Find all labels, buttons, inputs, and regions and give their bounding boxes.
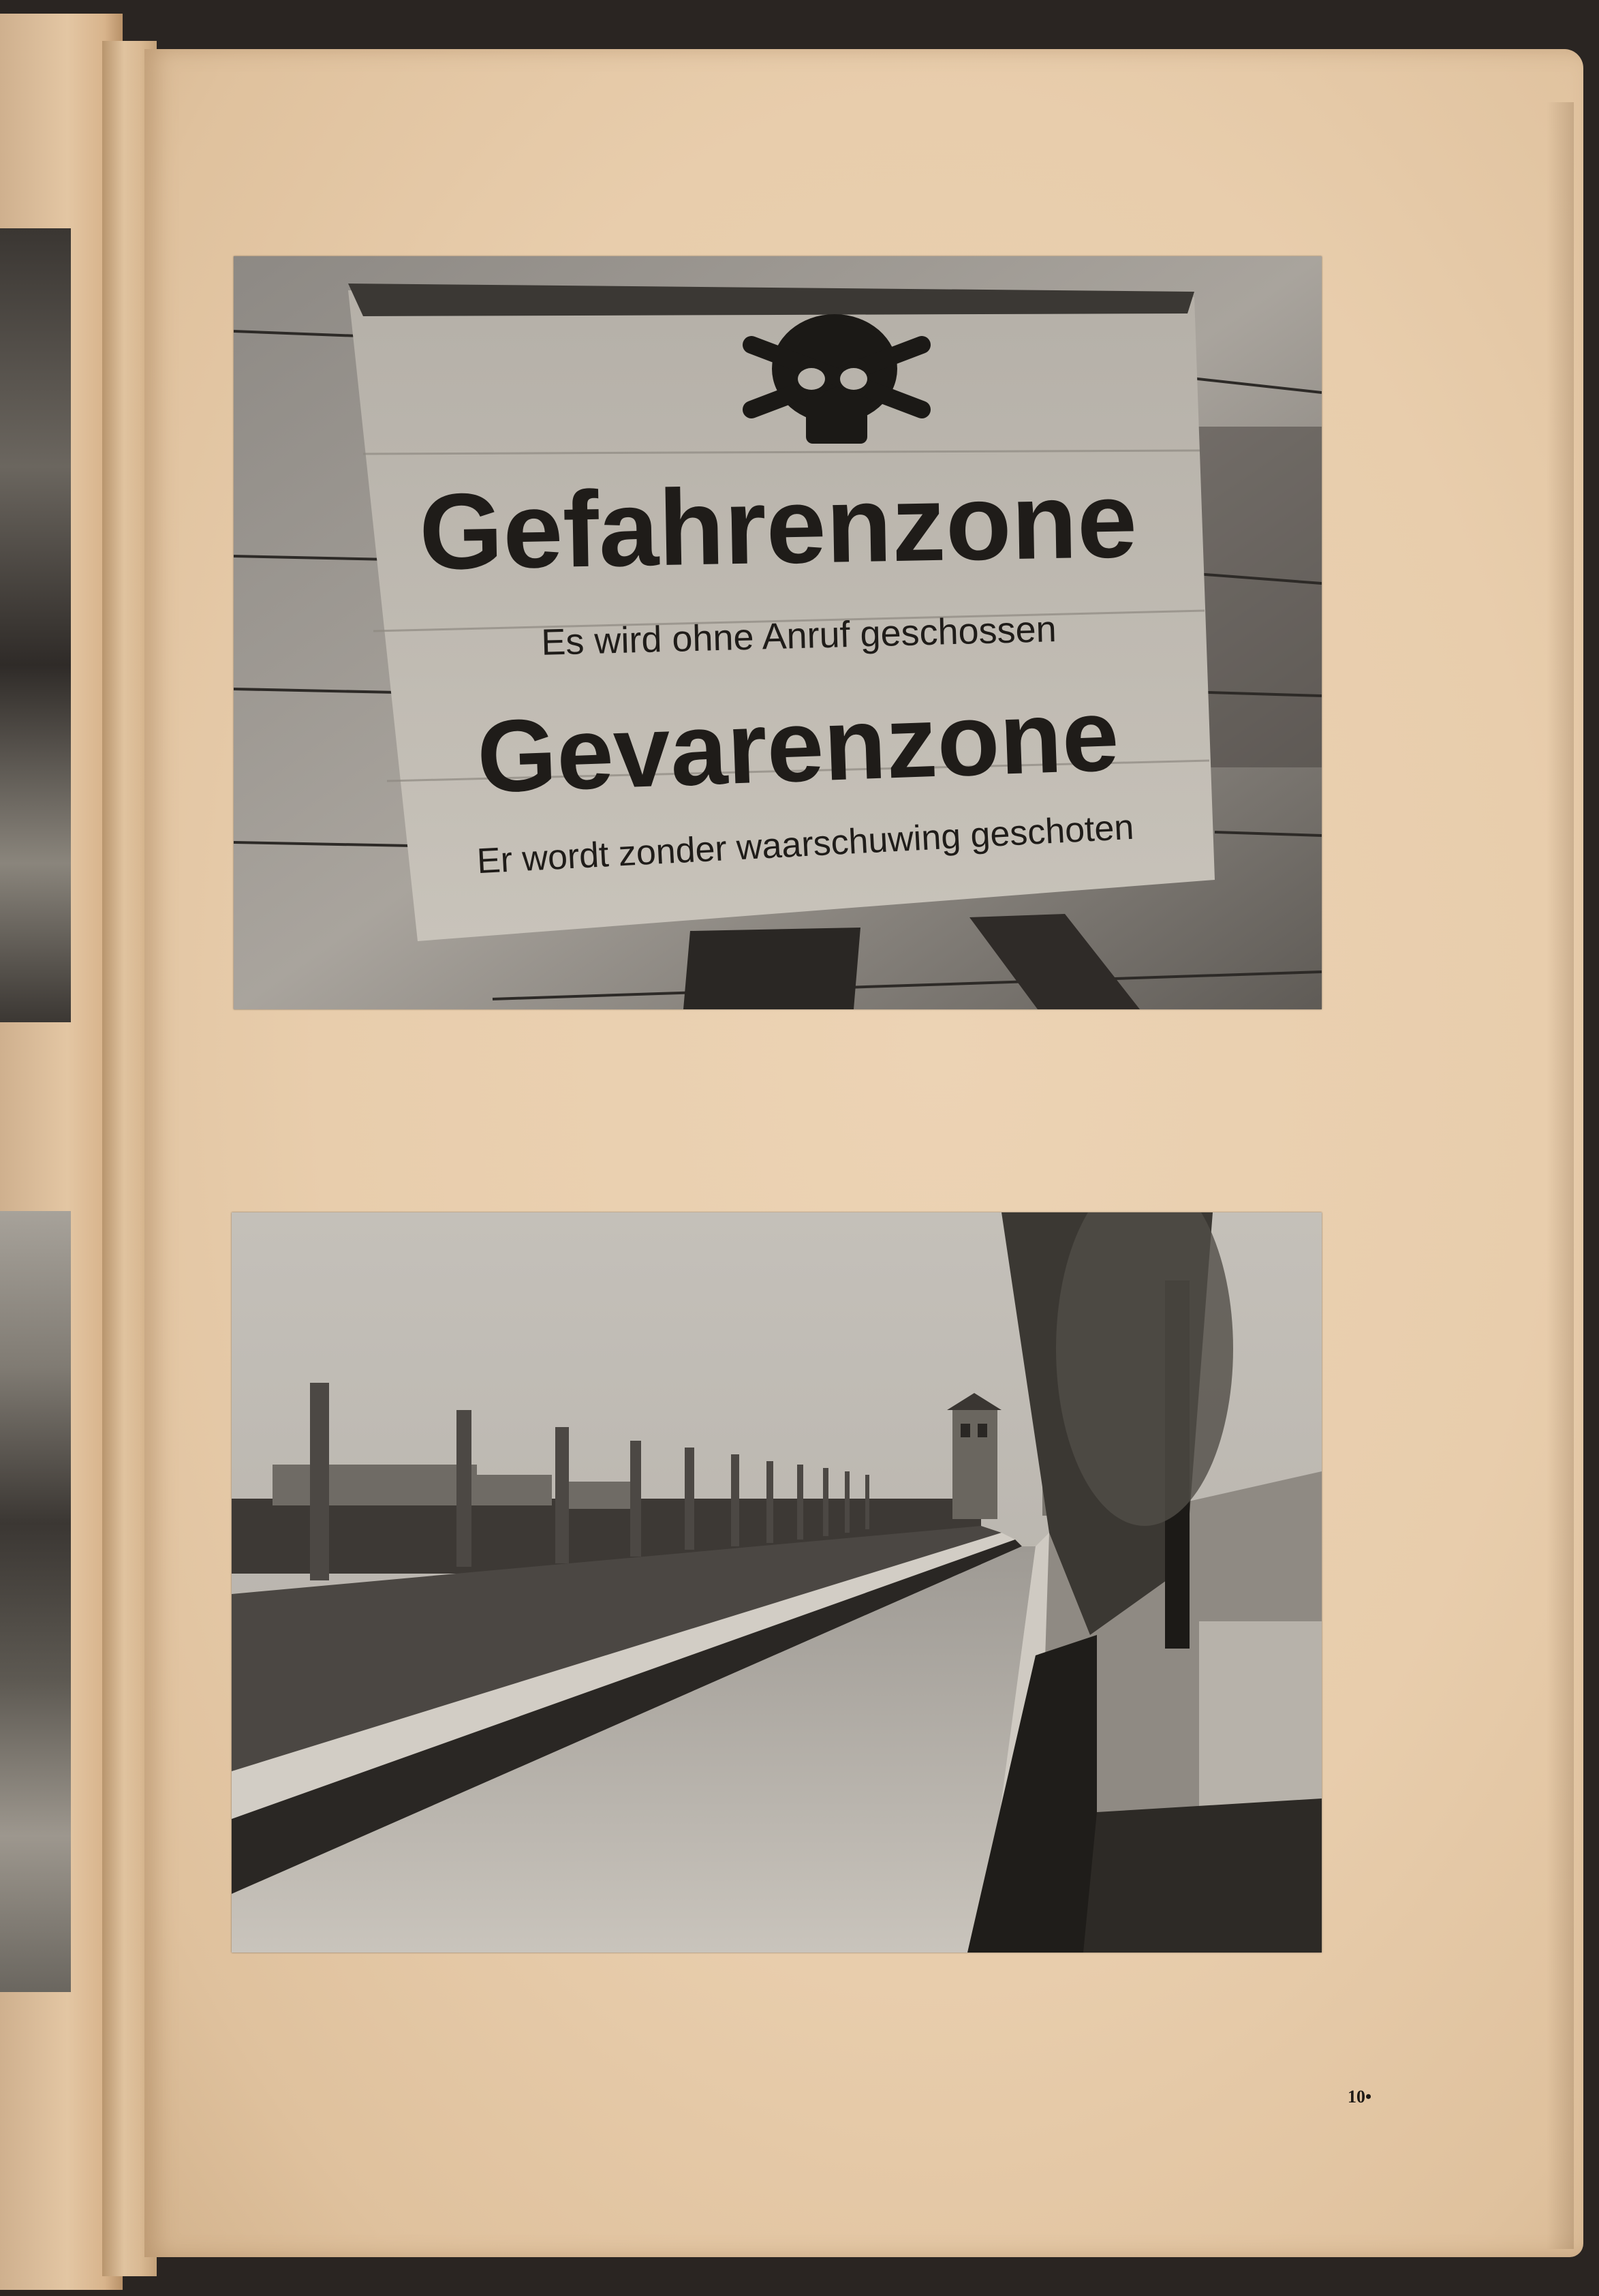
warning-sign-photo bbox=[234, 256, 1322, 1009]
facing-page-photo-top bbox=[0, 228, 71, 1022]
sign-title-dutch: Gevarenzone bbox=[475, 677, 1121, 814]
sign-title-german: Gefahrenzone bbox=[418, 459, 1138, 593]
sign-post bbox=[683, 928, 860, 1009]
page-edge-shadow bbox=[1547, 102, 1574, 2249]
guard-tower bbox=[947, 1393, 1002, 1519]
camp-canal-photo bbox=[232, 1212, 1322, 1953]
page-number: 10• bbox=[1348, 2087, 1372, 2107]
sign-subtitle-german: Es wird ohne Anruf geschossen bbox=[540, 609, 1057, 663]
facing-page-photo-bottom bbox=[0, 1211, 71, 1992]
sign-subtitle-dutch: Er wordt zonder waarschuwing geschoten bbox=[476, 807, 1135, 882]
